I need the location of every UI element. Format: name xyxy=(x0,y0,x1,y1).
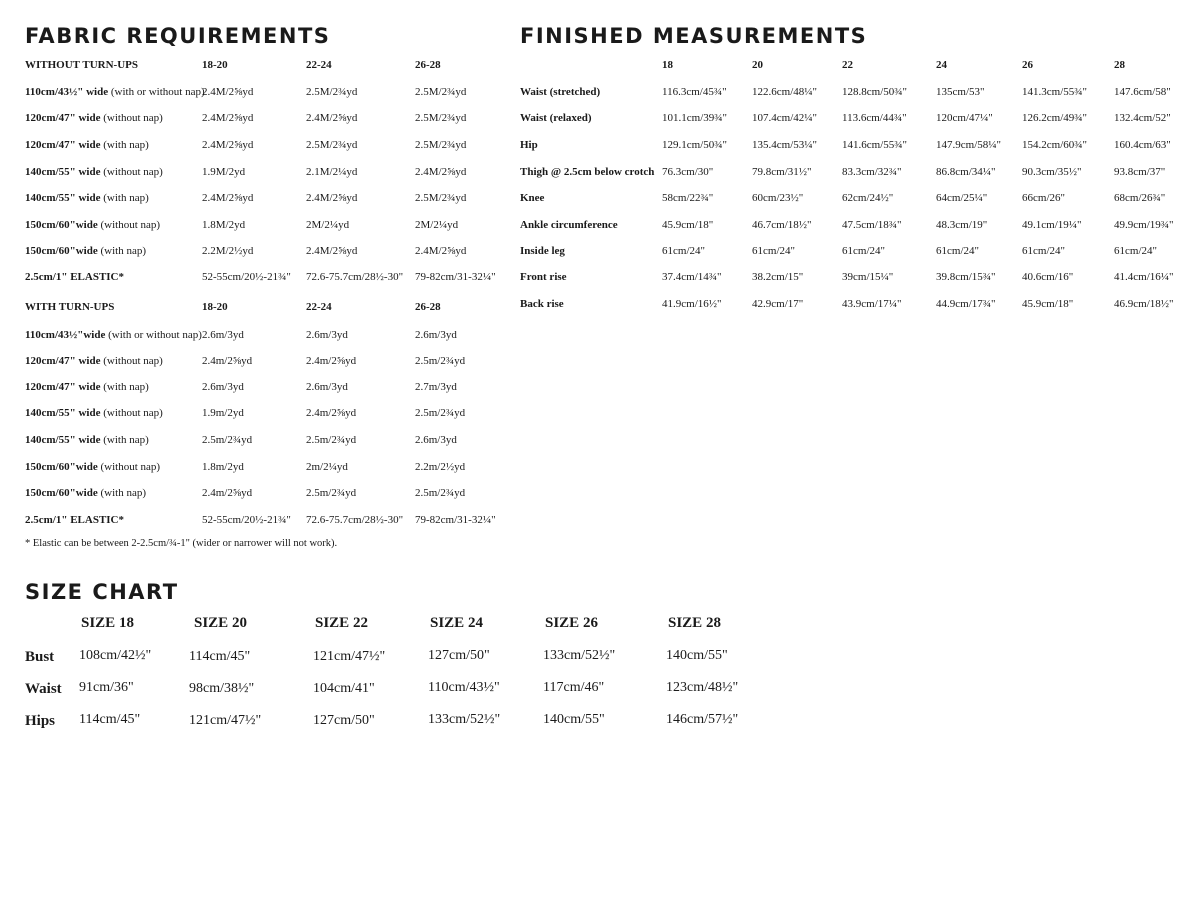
fabric-nap-note: (with nap) xyxy=(97,487,146,499)
measurement-value: 141.6cm/55¾" xyxy=(842,139,907,151)
fabric-width: 120cm/47" wide xyxy=(25,355,101,367)
measurement-value: 116.3cm/45¾" xyxy=(662,86,727,98)
fabric-amount: 2.5M/2¾yd xyxy=(415,86,467,98)
fabric-amount: 2.4M/2⅝yd xyxy=(415,245,467,257)
measurement-value: 93.8cm/37" xyxy=(1114,166,1166,178)
measurement-label: Hip xyxy=(520,139,538,151)
measurement-value: 43.9cm/17¼" xyxy=(842,298,902,310)
fabric-nap-note: (with nap) xyxy=(97,245,146,257)
measurement-value: 41.9cm/16½" xyxy=(662,298,722,310)
fabric-width: 150cm/60"wide xyxy=(25,487,98,499)
fabric-amount: 2.5M/2¾yd xyxy=(306,139,358,151)
fabric-nap-note: (without nap) xyxy=(97,461,161,473)
fabric-amount: 1.8m/2yd xyxy=(202,461,244,473)
fabric-nap-note: (without nap) xyxy=(100,407,163,419)
fabric-amount: 2.4m/2⅝yd xyxy=(306,355,357,367)
size-column-header: SIZE 24 xyxy=(430,615,483,631)
body-measurement-value: 110cm/43½" xyxy=(428,680,500,695)
body-measurement-value: 108cm/42½" xyxy=(79,648,152,663)
fabric-section-label: WITHOUT TURN-UPS xyxy=(25,59,138,71)
measurement-label: Waist (stretched) xyxy=(520,86,601,98)
measurement-label: Knee xyxy=(520,192,545,204)
measurement-value: 58cm/22¾" xyxy=(662,192,714,204)
fabric-amount: 1.9m/2yd xyxy=(202,407,244,419)
fabric-width: 120cm/47" wide xyxy=(25,139,101,151)
fabric-width-label xyxy=(25,433,149,447)
measurement-value: 41.4cm/16¼" xyxy=(1114,271,1174,283)
measurement-value: 122.6cm/48¼" xyxy=(752,86,817,98)
fabric-width-label xyxy=(25,354,163,368)
body-measurement-value: 104cm/41" xyxy=(313,681,375,696)
fabric-amount: 2.5m/2¾yd xyxy=(415,487,466,499)
fabric-amount: 2.2M/2½yd xyxy=(202,245,254,257)
fabric-width-label xyxy=(25,244,146,258)
fabric-amount: 2.5M/2¾yd xyxy=(306,86,358,98)
size-header: 24 xyxy=(936,59,947,71)
fabric-amount: 2M/2¼yd xyxy=(415,219,459,231)
measurement-value: 66cm/26" xyxy=(1022,192,1065,204)
fabric-width: 2.5cm/1" ELASTIC* xyxy=(25,514,125,526)
size-column-header: SIZE 26 xyxy=(545,615,598,631)
body-measurement-value: 121cm/47½" xyxy=(189,713,262,728)
fabric-amount: 2.5m/2¾yd xyxy=(415,407,466,419)
fabric-amount: 79-82cm/31-32¼" xyxy=(415,514,496,526)
fabric-amount: 2.4M/2⅝yd xyxy=(306,245,358,257)
fabric-width: 140cm/55" wide xyxy=(25,407,101,419)
body-measurement-value: 114cm/45" xyxy=(189,649,251,664)
measurement-value: 61cm/24" xyxy=(662,245,705,257)
size-column-header: SIZE 22 xyxy=(315,615,368,631)
size-header: 26 xyxy=(1022,59,1033,71)
fabric-amount: 79-82cm/31-32¼" xyxy=(415,271,496,283)
size-range-header: 26-28 xyxy=(415,301,441,313)
measurement-value: 132.4cm/52" xyxy=(1114,112,1171,124)
size-header: 18 xyxy=(662,59,673,71)
measurement-label: Front rise xyxy=(520,271,567,283)
fabric-width-label xyxy=(25,328,202,342)
fabric-nap-note: (with nap) xyxy=(100,139,149,151)
measurement-value: 61cm/24" xyxy=(752,245,795,257)
fabric-width-label xyxy=(25,270,124,284)
measurement-value: 76.3cm/30" xyxy=(662,166,714,178)
measurement-label: Inside leg xyxy=(520,245,565,257)
fabric-width: 150cm/60"wide xyxy=(25,461,98,473)
fabric-width: 110cm/43½" wide xyxy=(25,86,109,98)
measurement-value: 61cm/24" xyxy=(1114,245,1157,257)
fabric-amount: 2.5M/2¾yd xyxy=(415,139,467,151)
measurement-value: 45.9cm/18" xyxy=(662,219,714,231)
size-column-header: SIZE 20 xyxy=(194,615,247,631)
fabric-width-label xyxy=(25,191,149,205)
size-header: 22 xyxy=(842,59,853,71)
measurement-value: 141.3cm/55¾" xyxy=(1022,86,1087,98)
size-range-header: 18-20 xyxy=(202,301,228,313)
body-measurement-value: 114cm/45" xyxy=(79,712,141,727)
body-measurement-label: Waist xyxy=(25,681,62,697)
measurement-value: 147.6cm/58" xyxy=(1114,86,1171,98)
measurement-value: 49.9cm/19¾" xyxy=(1114,219,1174,231)
fabric-amount: 2.5M/2¾yd xyxy=(415,112,467,124)
body-measurement-value: 140cm/55" xyxy=(543,712,605,727)
fabric-amount: 2.4m/2⅝yd xyxy=(306,407,357,419)
body-measurement-value: 127cm/50" xyxy=(428,648,490,663)
body-measurement-value: 121cm/47½" xyxy=(313,649,386,664)
elastic-note: * Elastic can be between 2-2.5cm/¾-1" (wider or narrower will not work). xyxy=(25,538,338,549)
measurement-value: 38.2cm/15" xyxy=(752,271,804,283)
fabric-amount: 2.4m/2⅝yd xyxy=(202,487,253,499)
measurement-value: 39cm/15¼" xyxy=(842,271,894,283)
fabric-amount: 2.5m/2¾yd xyxy=(415,355,466,367)
fabric-width-label xyxy=(25,165,163,179)
fabric-width-label xyxy=(25,460,160,474)
measurement-value: 79.8cm/31½" xyxy=(752,166,812,178)
fabric-width-label xyxy=(25,380,149,394)
measurement-value: 42.9cm/17" xyxy=(752,298,804,310)
fabric-nap-note: (with nap) xyxy=(100,434,149,446)
measurement-value: 107.4cm/42¼" xyxy=(752,112,817,124)
measurement-value: 83.3cm/32¾" xyxy=(842,166,902,178)
size-header: 28 xyxy=(1114,59,1125,71)
fabric-width: 120cm/47" wide xyxy=(25,381,101,393)
fabric-amount: 2.5M/2¾yd xyxy=(415,192,467,204)
measurement-value: 101.1cm/39¾" xyxy=(662,112,727,124)
fabric-amount: 2.4M/2⅝yd xyxy=(202,192,254,204)
body-measurement-value: 123cm/48½" xyxy=(666,680,739,695)
fabric-nap-note: (without nap) xyxy=(97,219,161,231)
fabric-amount: 52-55cm/20½-21¾" xyxy=(202,271,291,283)
body-measurement-label: Hips xyxy=(25,713,56,729)
body-measurement-value: 98cm/38½" xyxy=(189,681,255,696)
measurement-value: 90.3cm/35½" xyxy=(1022,166,1082,178)
fabric-amount: 2.4m/2⅝yd xyxy=(202,355,253,367)
body-measurement-value: 133cm/52½" xyxy=(428,712,501,727)
fabric-amount: 72.6-75.7cm/28½-30" xyxy=(306,271,404,283)
fabric-width-label xyxy=(25,513,124,527)
body-measurement-value: 140cm/55" xyxy=(666,648,728,663)
measurement-value: 45.9cm/18" xyxy=(1022,298,1074,310)
measurement-value: 120cm/47¼" xyxy=(936,112,993,124)
size-range-header: 18-20 xyxy=(202,59,228,71)
measurement-value: 129.1cm/50¾" xyxy=(662,139,727,151)
body-measurement-value: 117cm/46" xyxy=(543,680,605,695)
finished-measurements-title: FINISHED MEASUREMENTS xyxy=(520,24,868,48)
size-chart-title: SIZE CHART xyxy=(25,580,179,604)
measurement-value: 40.6cm/16" xyxy=(1022,271,1074,283)
fabric-amount: 2.4M/2⅝yd xyxy=(202,139,254,151)
fabric-width: 140cm/55" wide xyxy=(25,192,101,204)
body-measurement-value: 91cm/36" xyxy=(79,680,134,695)
fabric-width: 2.5cm/1" ELASTIC* xyxy=(25,271,125,283)
fabric-nap-note: (with nap) xyxy=(100,381,149,393)
size-column-header: SIZE 18 xyxy=(81,615,134,631)
fabric-amount: 2M/2¼yd xyxy=(306,219,350,231)
fabric-nap-note: (without nap) xyxy=(100,166,163,178)
measurement-value: 46.7cm/18½" xyxy=(752,219,812,231)
measurement-value: 37.4cm/14¾" xyxy=(662,271,722,283)
measurement-value: 154.2cm/60¾" xyxy=(1022,139,1087,151)
measurement-value: 126.2cm/49¾" xyxy=(1022,112,1087,124)
measurement-label: Waist (relaxed) xyxy=(520,112,592,124)
measurement-label: Thigh @ 2.5cm below crotch xyxy=(520,166,655,178)
measurement-value: 128.8cm/50¾" xyxy=(842,86,907,98)
measurement-value: 160.4cm/63" xyxy=(1114,139,1171,151)
fabric-amount: 1.9M/2yd xyxy=(202,166,246,178)
body-measurement-value: 127cm/50" xyxy=(313,713,375,728)
fabric-nap-note: (without nap) xyxy=(100,112,163,124)
measurement-value: 47.5cm/18¾" xyxy=(842,219,902,231)
fabric-nap-note: (with nap) xyxy=(100,192,149,204)
measurement-value: 61cm/24" xyxy=(842,245,885,257)
measurement-label: Back rise xyxy=(520,298,564,310)
measurement-value: 135cm/53" xyxy=(936,86,985,98)
fabric-amount: 2.4M/2⅝yd xyxy=(415,166,467,178)
fabric-width: 150cm/60"wide xyxy=(25,219,98,231)
fabric-amount: 1.8M/2yd xyxy=(202,219,246,231)
measurement-value: 48.3cm/19" xyxy=(936,219,988,231)
fabric-width: 120cm/47" wide xyxy=(25,112,101,124)
fabric-nap-note: (without nap) xyxy=(100,355,163,367)
measurement-value: 61cm/24" xyxy=(1022,245,1065,257)
body-measurement-value: 146cm/57½" xyxy=(666,712,739,727)
fabric-amount: 2.6m/3yd xyxy=(306,381,348,393)
body-measurement-value: 133cm/52½" xyxy=(543,648,616,663)
fabric-amount: 2.5m/2¾yd xyxy=(306,487,357,499)
measurement-value: 135.4cm/53¼" xyxy=(752,139,817,151)
fabric-amount: 2.4M/2⅝yd xyxy=(306,112,358,124)
fabric-width-label xyxy=(25,138,149,152)
size-header: 20 xyxy=(752,59,763,71)
fabric-width-label xyxy=(25,85,205,99)
measurement-value: 44.9cm/17¾" xyxy=(936,298,996,310)
measurement-value: 61cm/24" xyxy=(936,245,979,257)
fabric-section-label: WITH TURN-UPS xyxy=(25,301,115,313)
measurement-label: Ankle circumference xyxy=(520,219,618,231)
measurement-value: 86.8cm/34¼" xyxy=(936,166,996,178)
fabric-width-label xyxy=(25,218,160,232)
fabric-width: 110cm/43½"wide xyxy=(25,329,106,341)
size-range-header: 26-28 xyxy=(415,59,441,71)
fabric-amount: 2.1M/2¼yd xyxy=(306,166,358,178)
body-measurement-label: Bust xyxy=(25,649,55,665)
measurement-value: 39.8cm/15¾" xyxy=(936,271,996,283)
fabric-amount: 2.6m/3yd xyxy=(202,329,244,341)
fabric-width: 140cm/55" wide xyxy=(25,166,101,178)
fabric-nap-note: (with or without nap) xyxy=(108,86,205,98)
fabric-amount: 2m/2¼yd xyxy=(306,461,348,473)
fabric-width: 150cm/60"wide xyxy=(25,245,98,257)
fabric-amount: 2.2m/2½yd xyxy=(415,461,466,473)
fabric-amount: 2.6m/3yd xyxy=(415,434,457,446)
measurement-value: 68cm/26¾" xyxy=(1114,192,1166,204)
fabric-amount: 2.6m/3yd xyxy=(202,381,244,393)
fabric-amount: 2.5m/2¾yd xyxy=(306,434,357,446)
fabric-amount: 2.6m/3yd xyxy=(306,329,348,341)
measurement-value: 60cm/23½" xyxy=(752,192,804,204)
measurement-value: 147.9cm/58¼" xyxy=(936,139,1001,151)
fabric-amount: 52-55cm/20½-21¾" xyxy=(202,514,291,526)
fabric-amount: 2.4M/2⅝yd xyxy=(202,86,254,98)
measurement-value: 64cm/25¼" xyxy=(936,192,988,204)
measurement-value: 113.6cm/44¾" xyxy=(842,112,907,124)
fabric-width-label xyxy=(25,486,146,500)
size-range-header: 22-24 xyxy=(306,301,332,313)
fabric-nap-note: (with or without nap) xyxy=(105,329,202,341)
fabric-amount: 72.6-75.7cm/28½-30" xyxy=(306,514,404,526)
measurement-value: 49.1cm/19¼" xyxy=(1022,219,1082,231)
fabric-amount: 2.4M/2⅝yd xyxy=(202,112,254,124)
fabric-requirements-title: FABRIC REQUIREMENTS xyxy=(25,24,331,48)
fabric-amount: 2.5m/2¾yd xyxy=(202,434,253,446)
fabric-amount: 2.7m/3yd xyxy=(415,381,457,393)
size-range-header: 22-24 xyxy=(306,59,332,71)
fabric-amount: 2.6m/3yd xyxy=(415,329,457,341)
fabric-width-label xyxy=(25,111,163,125)
fabric-width-label xyxy=(25,406,163,420)
size-column-header: SIZE 28 xyxy=(668,615,721,631)
measurement-value: 46.9cm/18½" xyxy=(1114,298,1174,310)
measurement-value: 62cm/24½" xyxy=(842,192,894,204)
fabric-width: 140cm/55" wide xyxy=(25,434,101,446)
fabric-amount: 2.4M/2⅝yd xyxy=(306,192,358,204)
